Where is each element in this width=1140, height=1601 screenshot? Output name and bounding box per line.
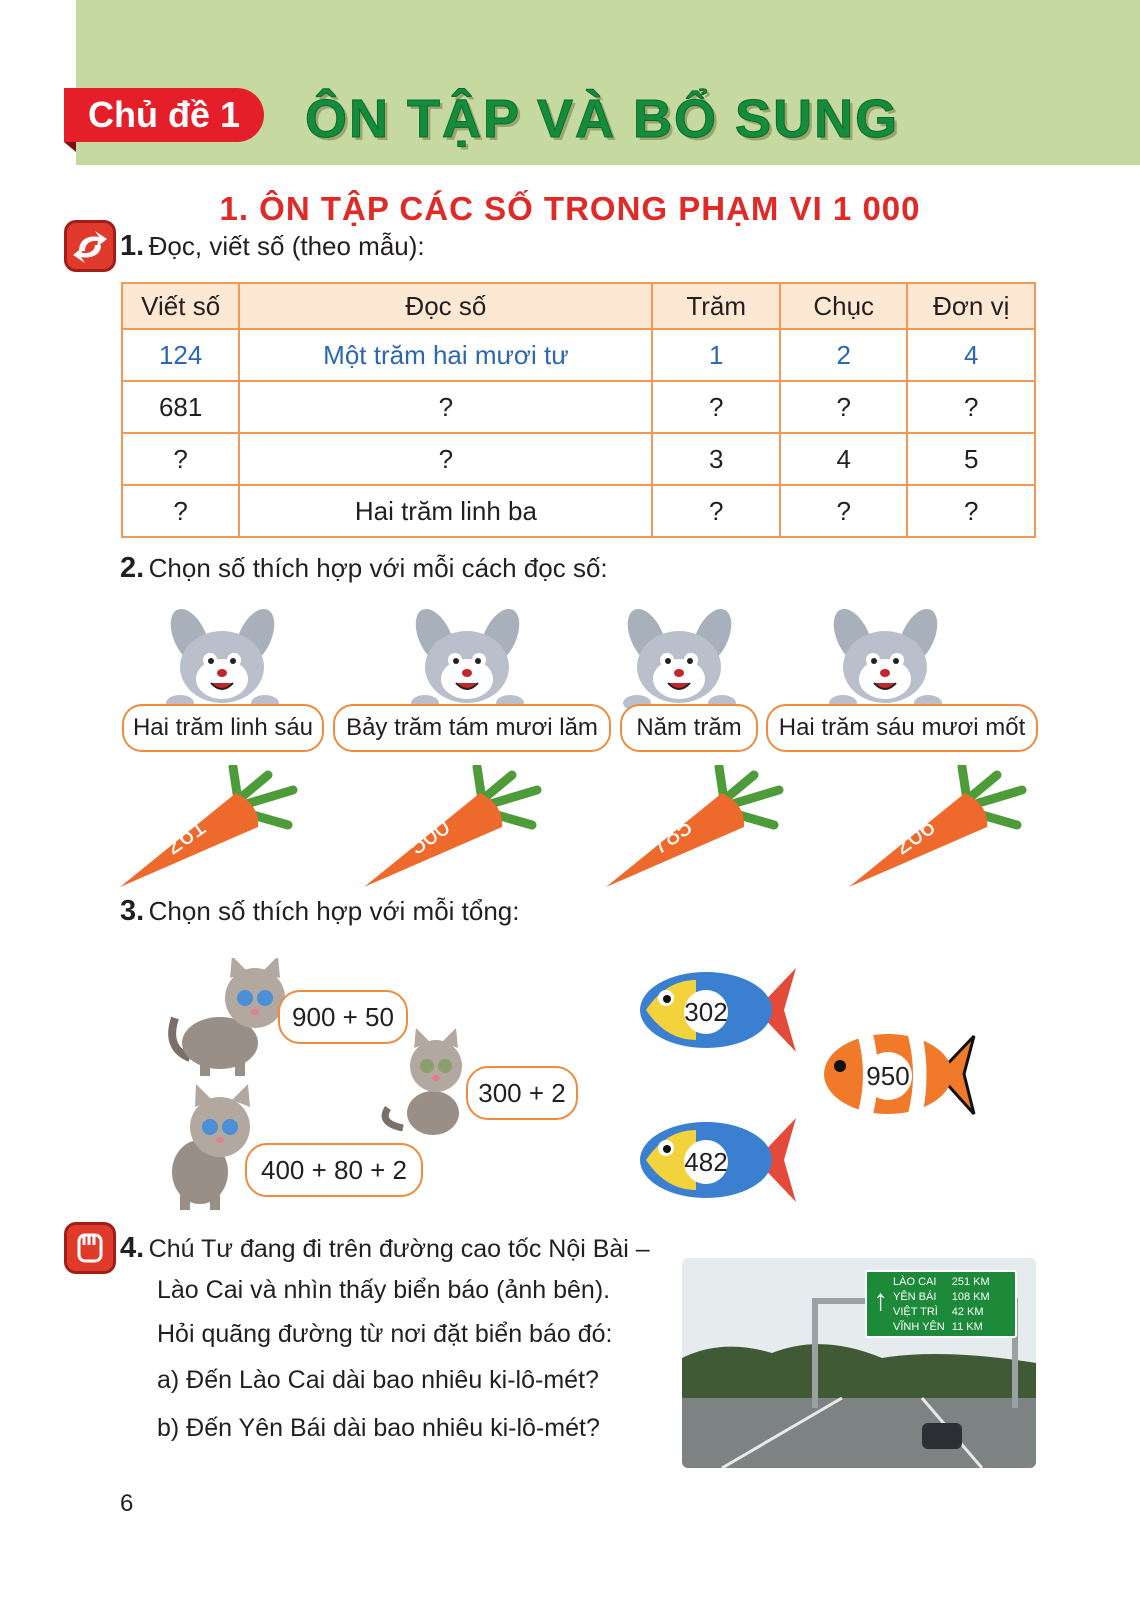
table-cell: Hai trăm linh ba — [239, 485, 652, 537]
q1-heading — [120, 230, 425, 263]
practice-arrow-icon — [64, 220, 116, 272]
q2-heading — [120, 552, 608, 585]
sum-label[interactable]: 300 + 2 — [466, 1066, 578, 1120]
sign-distance: 251 KM — [951, 1276, 990, 1288]
q4-line: Hỏi quãng đường từ nơi đặt biển báo đó: — [157, 1320, 613, 1348]
carrot-number: 206 — [887, 810, 941, 861]
q4-line: Chú Tư đang đi trên đường cao tốc Nội Bài – — [148, 1235, 650, 1263]
rabbit-icon — [612, 605, 747, 710]
table-cell: 124 — [122, 329, 239, 381]
table-header-row — [122, 283, 1035, 329]
sign-row — [893, 1290, 991, 1305]
q4-heading — [120, 1232, 650, 1265]
highway-photo — [682, 1258, 1036, 1468]
q1-table — [121, 282, 1036, 538]
table-cell: ? — [122, 433, 239, 485]
q1-number: 1. — [120, 230, 145, 262]
q4-line: b) Đến Yên Bái dài bao nhiêu ki-lô-mét? — [157, 1414, 600, 1442]
q2-number: 2. — [120, 552, 145, 584]
header-cell: Đơn vị — [907, 283, 1035, 329]
sign-place: LÀO CAI — [893, 1276, 937, 1288]
sign-row — [893, 1320, 991, 1335]
table-cell: 681 — [122, 381, 239, 433]
table-row — [122, 433, 1035, 485]
lesson-title: 1. ÔN TẬP CÁC SỐ TRONG PHẠM VI 1 000 — [219, 190, 921, 227]
table-cell: ? — [907, 485, 1035, 537]
table-cell: ? — [780, 485, 908, 537]
header-cell: Trăm — [652, 283, 780, 329]
table-cell: 4 — [907, 329, 1035, 381]
q3-heading — [120, 895, 519, 928]
table-cell: 4 — [780, 433, 908, 485]
header-cell: Đọc số — [239, 283, 652, 329]
q4-line: Lào Cai và nhìn thấy biển báo (ảnh bên). — [157, 1276, 611, 1304]
topic-tag-fold — [64, 142, 76, 152]
rabbit-icon — [818, 605, 953, 710]
carrot-icon[interactable] — [362, 765, 547, 895]
table-cell: 1 — [652, 329, 780, 381]
q1-text: Đọc, viết số (theo mẫu): — [148, 231, 425, 261]
q4-line: a) Đến Lào Cai dài bao nhiêu ki-lô-mét? — [157, 1366, 599, 1394]
fish-number: 302 — [684, 997, 728, 1027]
carrot-number: 500 — [402, 810, 456, 861]
q3-text: Chọn số thích hợp với mỗi tổng: — [148, 896, 520, 926]
sum-label[interactable]: 400 + 80 + 2 — [245, 1143, 423, 1197]
hand-icon — [64, 1222, 116, 1274]
table-cell: ? — [652, 485, 780, 537]
sign-distance: 11 KM — [951, 1321, 983, 1333]
table-cell: 5 — [907, 433, 1035, 485]
sign-row — [893, 1275, 991, 1290]
fish-icon[interactable] — [818, 1022, 978, 1127]
table-cell: 2 — [780, 329, 908, 381]
fish-number: 950 — [866, 1061, 910, 1091]
table-cell: ? — [780, 381, 908, 433]
sign-distance: 108 KM — [951, 1291, 990, 1303]
arrow-up-icon: ↑ — [873, 1284, 888, 1317]
carrot-icon[interactable] — [847, 765, 1032, 895]
q3-number: 3. — [120, 895, 145, 927]
sign-place: YÊN BÁI — [893, 1291, 937, 1303]
topic-tag: Chủ đề 1 — [64, 88, 264, 142]
table-cell: ? — [239, 433, 652, 485]
sign-place: VĨNH YÊN — [893, 1321, 945, 1333]
cat-icon — [160, 958, 295, 1078]
reading-label[interactable]: Bảy trăm tám mươi lăm — [333, 704, 611, 752]
header-cell: Viết số — [122, 283, 239, 329]
fish-icon[interactable] — [636, 960, 801, 1060]
carrot-icon[interactable] — [118, 765, 303, 895]
table-cell: ? — [122, 485, 239, 537]
table-cell: 3 — [652, 433, 780, 485]
rabbit-icon — [155, 605, 290, 710]
carrot-number: 785 — [644, 810, 698, 861]
reading-label[interactable]: Hai trăm sáu mươi mốt — [766, 704, 1038, 752]
table-cell: ? — [239, 381, 652, 433]
road-sign — [865, 1270, 1017, 1338]
fish-number: 482 — [684, 1147, 728, 1177]
carrot-number: 261 — [158, 810, 212, 861]
carrot-icon[interactable] — [604, 765, 789, 895]
header-cell: Chục — [780, 283, 908, 329]
table-row — [122, 381, 1035, 433]
sign-place: VIỆT TRÌ — [893, 1306, 938, 1318]
sign-distance: 42 KM — [951, 1306, 984, 1318]
reading-label[interactable]: Năm trăm — [620, 704, 758, 752]
q2-text: Chọn số thích hợp với mỗi cách đọc số: — [148, 553, 608, 583]
sum-label[interactable]: 900 + 50 — [278, 990, 408, 1044]
fish-icon[interactable] — [636, 1110, 801, 1210]
reading-label[interactable]: Hai trăm linh sáu — [122, 704, 324, 752]
q4-number: 4. — [120, 1232, 145, 1264]
table-row — [122, 329, 1035, 381]
table-cell: Một trăm hai mươi tư — [239, 329, 652, 381]
table-cell: ? — [907, 381, 1035, 433]
sign-row — [893, 1305, 991, 1320]
page-number: 6 — [120, 1490, 134, 1517]
table-row — [122, 485, 1035, 537]
topic-title: ÔN TẬP VÀ BỔ SUNG — [305, 89, 900, 149]
table-cell: ? — [652, 381, 780, 433]
rabbit-icon — [400, 605, 535, 710]
